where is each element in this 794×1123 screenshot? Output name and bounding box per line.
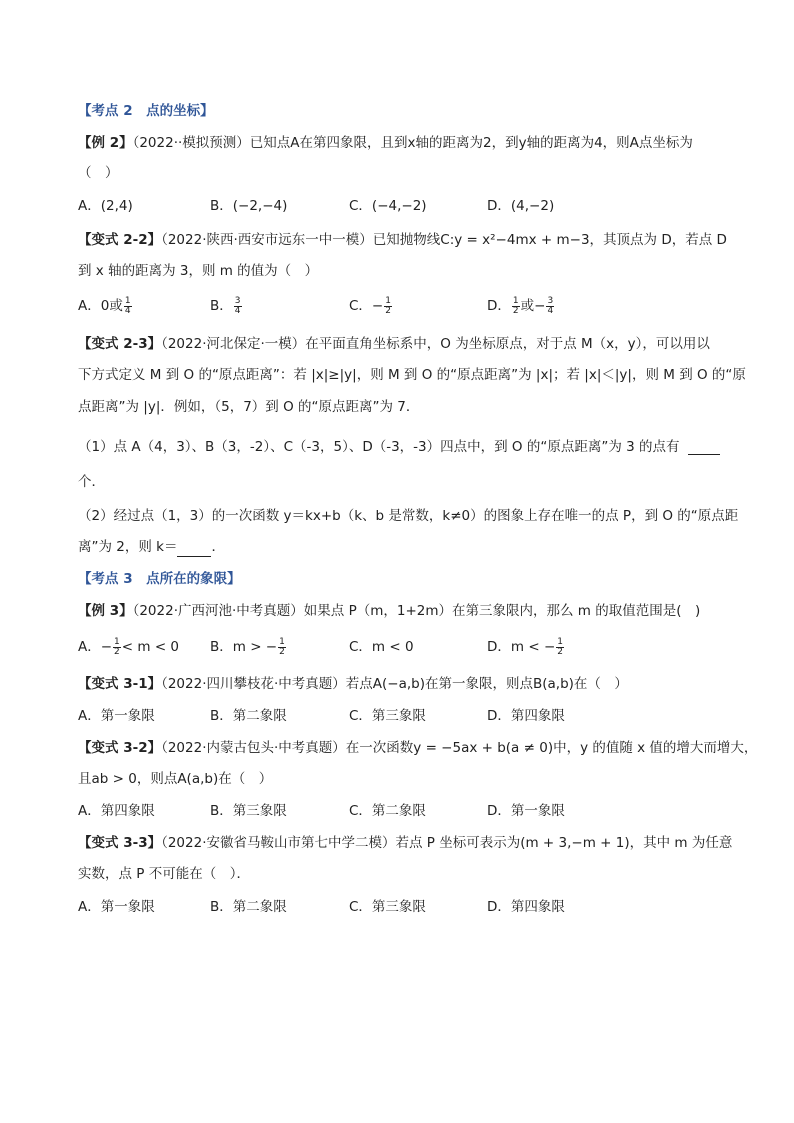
fraction-1-2: $\frac{1}{2}$: [114, 636, 120, 657]
variant-3-1-option-b: B．第二象限: [210, 708, 287, 724]
variant-3-2-option-a: A．第四象限: [78, 803, 155, 819]
variant-3-3-option-b: B．第二象限: [210, 899, 287, 915]
variant-3-1-option-d: D．第四象限: [487, 708, 565, 724]
variant-2-2-option-b: B． $\frac{3}{4}$: [210, 295, 241, 316]
example-3-option-b: B．m > − $\frac{1}{2}$: [210, 636, 285, 657]
answer-blank-2[interactable]: [177, 542, 211, 557]
variant-3-1-stem: 【变式 3-1】（2022·四川攀枝花·中考真题）若点A(−a,b)在第一象限，则点B(a,b)在（ ）: [78, 676, 628, 692]
example-2-option-c: C．(−4,−2): [349, 198, 427, 214]
variant-2-2-stem: （2022·陕西·西安市远东一中一模）已知抛物线C:y = x²−4mx + m−3，其顶点为 D，若点 D: [161, 232, 727, 248]
example-3-tag: 【例 3】: [78, 603, 133, 619]
variant-2-2-option-c: C．− $\frac{1}{2}$: [349, 295, 391, 316]
fraction-1-2: $\frac{1}{2}$: [557, 636, 563, 657]
variant-3-1-option-a: A．第一象限: [78, 708, 155, 724]
variant-2-3-question-1: （1）点 A（4，3）、B（3，-2）、C（-3，5）、D（-3，-3）四点中，到 O 的“原点距离”为 3 的点有: [78, 439, 680, 455]
variant-2-2-stem-line-2: 到 x 轴的距离为 3，则 m 的值为（ ）: [78, 263, 319, 279]
variant-3-2-stem-line-2: 且ab > 0，则点A(a,b)在（ ）: [78, 771, 273, 787]
section-2-title: 【考点 2 点的坐标】: [78, 103, 214, 119]
variant-3-3-option-d: D．第四象限: [487, 899, 565, 915]
example-2-tag: 【例 2】: [78, 135, 133, 151]
variant-3-2-option-c: C．第二象限: [349, 803, 426, 819]
variant-2-2-option-d: D． $\frac{1}{2}$ 或− $\frac{3}{4}$: [487, 295, 554, 316]
fraction-3-4: $\frac{3}{4}$: [547, 295, 554, 316]
section-3-title: 【考点 3 点所在的象限】: [78, 571, 241, 587]
variant-3-2-option-b: B．第三象限: [210, 803, 287, 819]
example-3-option-d: D．m < − $\frac{1}{2}$: [487, 636, 563, 657]
fraction-3-4: $\frac{3}{4}$: [234, 295, 241, 316]
example-2-stem: （2022··模拟预测）已知点A在第四象限，且到x轴的距离为2，到y轴的距离为4，则A点坐标为: [132, 135, 693, 151]
example-2-option-d: D．(4,−2): [487, 198, 555, 214]
variant-3-3-option-a: A．第一象限: [78, 899, 155, 915]
variant-2-3-line-1: 【变式 2-3】（2022·河北保定·一模）在平面直角坐标系中，O 为坐标原点，对于点 M（x，y），可以用以: [78, 336, 710, 352]
variant-3-3-stem-line-1: 【变式 3-3】（2022·安徽省马鞍山市第七中学二模）若点 P 坐标可表示为(m + 3,−m + 1)，其中 m 为任意: [78, 835, 733, 851]
variant-3-3-tag: 【变式 3-3】: [78, 835, 162, 851]
fraction-1-4: $\frac{1}{4}$: [124, 295, 131, 316]
example-2-stem-line-1: [78, 133, 693, 153]
example-3-stem: 【例 3】（2022·广西河池·中考真题）如果点 P（m，1+2m）在第三象限内，那么 m 的取值范围是( ): [78, 603, 701, 619]
variant-2-3-line-3: 点距离”为 |y|．例如，（5，7）到 O 的“原点距离”为 7．: [78, 399, 420, 415]
example-2-option-b: B．(−2,−4): [210, 198, 288, 214]
answer-blank-1[interactable]: [688, 440, 720, 455]
variant-3-3-stem-line-2: 实数，点 P 不可能在（ ）．: [78, 866, 250, 882]
example-2-option-a: A．(2,4): [78, 198, 133, 214]
fraction-1-2: $\frac{1}{2}$: [279, 636, 285, 657]
example-3-option-c: C．m < 0: [349, 639, 414, 655]
variant-3-3-option-c: C．第三象限: [349, 899, 426, 915]
variant-2-2-option-a: A．0或 $\frac{1}{4}$: [78, 295, 131, 316]
variant-3-2-option-d: D．第一象限: [487, 803, 565, 819]
variant-2-3-line-2: 下方式定义 M 到 O 的“原点距离”：若 |x|≥|y|，则 M 到 O 的“原点距离”为 |x|；若 |x|＜|y|，则 M 到 O 的“原: [78, 367, 746, 383]
variant-2-2-stem-line-1: [78, 230, 727, 250]
example-2-stem-line-2: （ ）: [78, 165, 119, 181]
variant-2-2-tag: 【变式 2-2】: [78, 232, 162, 248]
variant-3-2-stem-line-1: 【变式 3-2】（2022·内蒙古包头·中考真题）在一次函数y = −5ax + b(a ≠ 0)中，y 的值随 x 值的增大而增大，: [78, 740, 758, 756]
variant-2-3-question-2: （2）经过点（1，3）的一次函数 y＝kx+b（k、b 是常数，k≠0）的图象上存在唯一的点 P，到 O 的“原点距: [78, 508, 739, 524]
variant-3-1-option-c: C．第三象限: [349, 708, 426, 724]
variant-3-2-tag: 【变式 3-2】: [78, 740, 162, 756]
variant-2-3-question-2-end: 离”为 2，则 k＝ ．: [78, 539, 225, 555]
fraction-1-2: $\frac{1}{2}$: [385, 295, 391, 316]
example-3-option-a: A．− $\frac{1}{2}$ < m < 0: [78, 636, 180, 657]
variant-2-3-tag: 【变式 2-3】: [78, 336, 162, 352]
variant-2-3-question-1-end: 个．: [78, 474, 105, 490]
fraction-1-2: $\frac{1}{2}$: [512, 295, 519, 316]
variant-3-1-tag: 【变式 3-1】: [78, 676, 162, 692]
